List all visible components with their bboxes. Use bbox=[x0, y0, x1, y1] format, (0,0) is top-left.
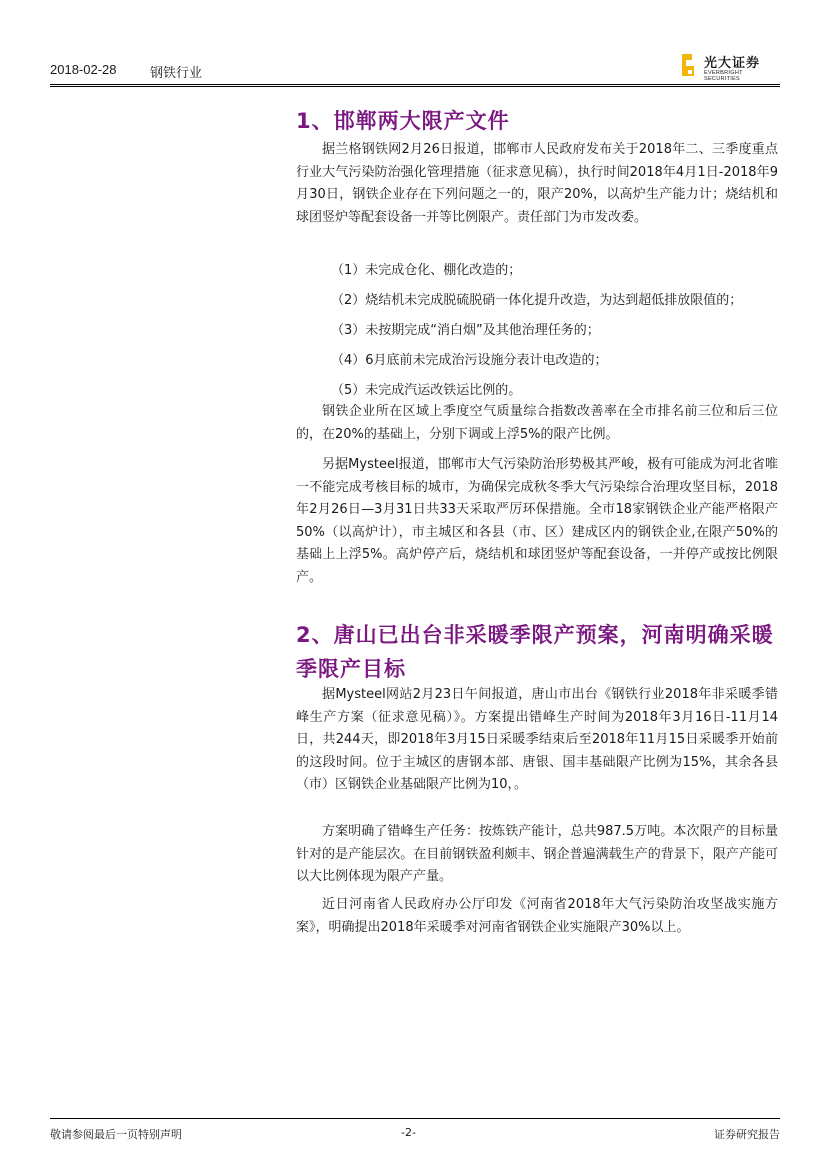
section-2-paragraph-2 bbox=[296, 821, 778, 889]
section-1-conditions-list bbox=[331, 259, 781, 409]
section-1-paragraph-1 bbox=[296, 139, 778, 229]
list-item: （1）未完成仓化、棚化改造的； bbox=[331, 263, 522, 278]
header-rule bbox=[50, 84, 780, 85]
paragraph-text: 方案明确了错峰生产任务：按炼铁产能计，总共987.5万吨。本次限产的目标量针对的是产能层次。在目前钢铁盈利颇丰、钢企普遍满载生产的背景下，限产产能可以大比例体现为限产产量。 bbox=[296, 824, 778, 884]
report-date: 2018-02-28 bbox=[50, 62, 117, 77]
section-2-paragraph-1 bbox=[296, 684, 778, 797]
section-2-title bbox=[296, 618, 780, 686]
paragraph-text: 据Mysteel网站2月23日午间报道，唐山市出台《钢铁行业2018年非采暖季错峰生产方案（征求意见稿）》。方案提出错峰生产时间为2018年3月16日-11月14日，共244天，即2018年3月15日采暖季结束后至2018年11月15日采暖季开始前的这段时间。位于主城区的唐钢本部、唐银、国丰基础限产比例为15%，其余各县（市）区钢铁企业基础限产比例为10，。 bbox=[296, 687, 778, 792]
page-header bbox=[50, 56, 780, 84]
paragraph-text: 据兰格钢铁网2月26日报道，邯郸市人民政府发布关于2018年二、三季度重点行业大气污染防治强化管理措施（征求意见稿），执行时间2018年4月1日-2018年9月30日，钢铁企业存在下列问题之一的，限产20%，以高炉生产能力计；烧结机和球团竖炉等配套设备一并等比例限产。责任部门为市发改委。 bbox=[296, 142, 778, 225]
section-1-paragraph-2 bbox=[296, 401, 778, 446]
list-item: （3）未按期完成“消白烟”及其他治理任务的； bbox=[331, 323, 600, 338]
list-item: （2）烧结机未完成脱硫脱硝一体化提升改造，为达到超低排放限值的； bbox=[331, 293, 743, 308]
logo-text-en: EVERBRIGHT SECURITIES bbox=[704, 70, 743, 82]
page-number: -2- bbox=[401, 1126, 416, 1139]
header-rule-secondary bbox=[50, 86, 780, 87]
paragraph-text: 另据Mysteel报道，邯郸市大气污染防治形势极其严峻，极有可能成为河北省唯一不能完成考核目标的城市，为确保完成秋冬季大气污染综合治理攻坚目标，2018年2月26日—3月31日共33天采取严厉环保措施。全市18家钢铁企业产能严格限产50%（以高炉计），市主城区和各县（市、区）建成区内的钢铁企业,在限产50%的基础上上浮5%。高炉停产后，烧结机和球团竖炉等配套设备，一并停产或按比例限产。 bbox=[296, 457, 778, 585]
section-1-paragraph-3 bbox=[296, 454, 778, 589]
section-2-title-line-2: 季限产目标 bbox=[296, 657, 406, 681]
logo-text-cn: 光大证券 bbox=[704, 56, 761, 71]
section-2-paragraph-3 bbox=[296, 894, 778, 939]
footer-rule bbox=[50, 1118, 780, 1119]
section-1-title: 1、邯郸两大限产文件 bbox=[296, 109, 510, 133]
company-logo bbox=[680, 50, 780, 82]
industry-label: 钢铁行业 bbox=[150, 66, 203, 81]
list-item: （4）6月底前未完成治污设施分表计电改造的； bbox=[331, 353, 608, 368]
section-2-title-line-1: 2、唐山已出台非采暖季限产预案，河南明确采暖 bbox=[296, 623, 774, 647]
paragraph-text: 钢铁企业所在区域上季度空气质量综合指数改善率在全市排名前三位和后三位的，在20%的基础上，分别下调或上浮5%的限产比例。 bbox=[296, 404, 778, 442]
logo-mark-icon bbox=[680, 52, 698, 78]
list-item: （5）未完成汽运改铁运比例的。 bbox=[331, 383, 522, 398]
footer-report-type: 证券研究报告 bbox=[714, 1128, 780, 1141]
paragraph-text: 近日河南省人民政府办公厅印发《河南省2018年大气污染防治攻坚战实施方案》，明确提出2018年采暖季对河南省钢铁企业实施限产30%以上。 bbox=[296, 897, 778, 935]
footer-disclaimer: 敬请参阅最后一页特别声明 bbox=[50, 1128, 182, 1141]
